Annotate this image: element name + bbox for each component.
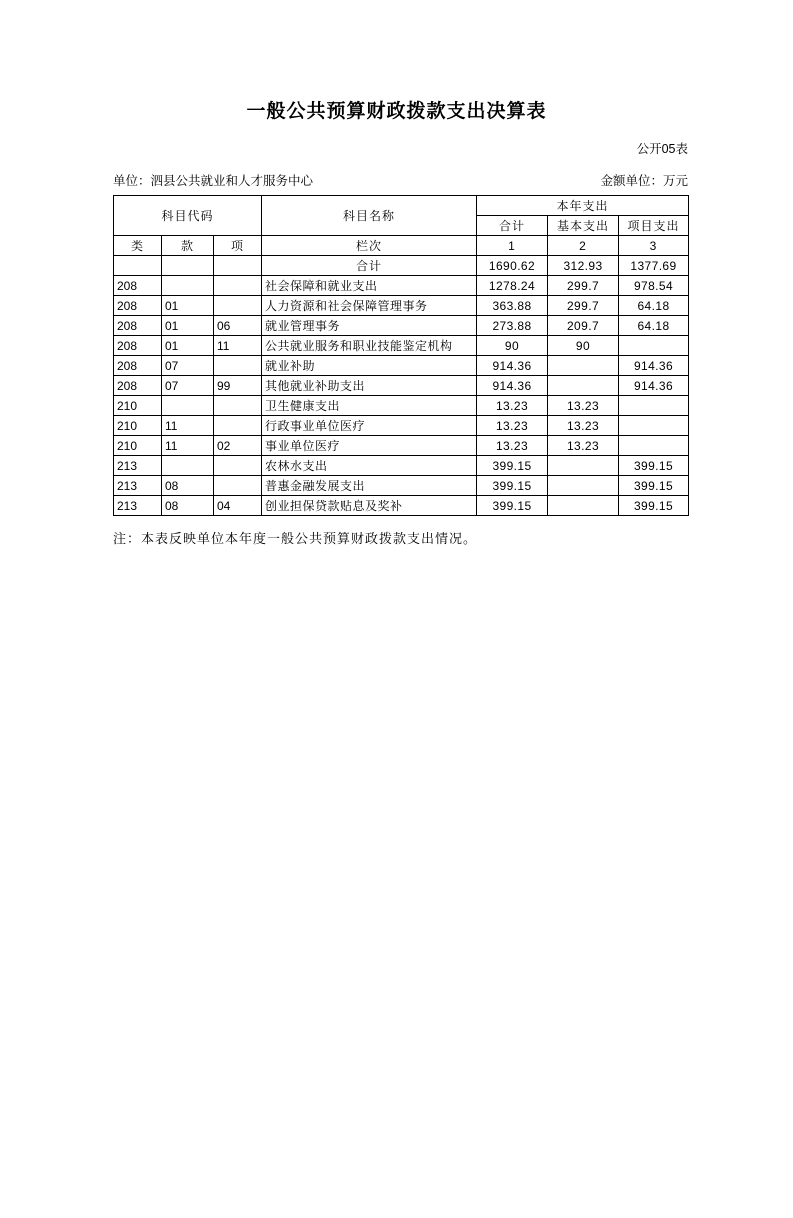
row-kuan: 01 <box>162 296 214 316</box>
row-name: 其他就业补助支出 <box>262 376 477 396</box>
row-name: 人力资源和社会保障管理事务 <box>262 296 477 316</box>
table-row <box>114 356 689 376</box>
header-basic: 基本支出 <box>548 216 619 236</box>
amount-unit-label: 金额单位：万元 <box>600 174 688 188</box>
row-lei: 208 <box>114 296 162 316</box>
page-title: 一般公共预算财政拨款支出决算表 <box>246 101 547 122</box>
document-page <box>0 96 793 1218</box>
total-lei <box>114 256 162 276</box>
row-name: 农林水支出 <box>262 456 477 476</box>
row-total: 90 <box>477 336 548 356</box>
header-total: 合计 <box>477 216 548 236</box>
row-project: 399.15 <box>619 476 689 496</box>
row-basic: 90 <box>548 336 619 356</box>
row-kuan <box>162 396 214 416</box>
total-xiang <box>214 256 262 276</box>
row-xiang <box>214 296 262 316</box>
row-total: 914.36 <box>477 376 548 396</box>
table-header-row-3 <box>114 236 689 256</box>
row-xiang <box>214 476 262 496</box>
row-kuan <box>162 456 214 476</box>
row-name: 就业管理事务 <box>262 316 477 336</box>
table-note: 注：本表反映单位本年度一般公共预算财政拨款支出情况。 <box>113 531 478 546</box>
row-lei: 208 <box>114 336 162 356</box>
row-kuan: 08 <box>162 476 214 496</box>
row-total: 13.23 <box>477 396 548 416</box>
header-project: 项目支出 <box>619 216 689 236</box>
table-row <box>114 296 689 316</box>
row-kuan: 01 <box>162 316 214 336</box>
row-lei: 208 <box>114 316 162 336</box>
form-code: 公开05表 <box>636 142 688 156</box>
row-name: 事业单位医疗 <box>262 436 477 456</box>
header-year-expenditure: 本年支出 <box>477 196 689 216</box>
row-kuan: 07 <box>162 376 214 396</box>
row-project: 914.36 <box>619 376 689 396</box>
row-project: 978.54 <box>619 276 689 296</box>
row-total: 914.36 <box>477 356 548 376</box>
row-basic: 13.23 <box>548 396 619 416</box>
row-name: 公共就业服务和职业技能鉴定机构 <box>262 336 477 356</box>
row-project: 64.18 <box>619 316 689 336</box>
header-lei: 类 <box>114 236 162 256</box>
row-basic: 209.7 <box>548 316 619 336</box>
row-xiang: 06 <box>214 316 262 336</box>
header-col-1: 1 <box>477 236 548 256</box>
table-row <box>114 336 689 356</box>
row-lei: 208 <box>114 276 162 296</box>
row-project <box>619 336 689 356</box>
row-total: 363.88 <box>477 296 548 316</box>
table-row <box>114 316 689 336</box>
table-row <box>114 476 689 496</box>
row-xiang <box>214 356 262 376</box>
row-basic <box>548 496 619 516</box>
table-row <box>114 376 689 396</box>
header-column-label: 栏次 <box>262 236 477 256</box>
row-total: 13.23 <box>477 416 548 436</box>
header-col-2: 2 <box>548 236 619 256</box>
row-lei: 210 <box>114 396 162 416</box>
row-basic: 13.23 <box>548 416 619 436</box>
row-basic: 13.23 <box>548 436 619 456</box>
table-row <box>114 416 689 436</box>
header-subject-name: 科目名称 <box>262 196 477 236</box>
row-xiang: 04 <box>214 496 262 516</box>
row-xiang <box>214 276 262 296</box>
row-project: 64.18 <box>619 296 689 316</box>
row-lei: 213 <box>114 476 162 496</box>
row-name: 社会保障和就业支出 <box>262 276 477 296</box>
row-name: 就业补助 <box>262 356 477 376</box>
table-header-row-1 <box>114 196 689 216</box>
row-total: 399.15 <box>477 496 548 516</box>
row-total: 399.15 <box>477 476 548 496</box>
row-basic <box>548 356 619 376</box>
row-lei: 213 <box>114 496 162 516</box>
row-lei: 213 <box>114 456 162 476</box>
row-total: 399.15 <box>477 456 548 476</box>
total-amount-total: 1690.62 <box>477 256 548 276</box>
row-project <box>619 436 689 456</box>
row-xiang: 11 <box>214 336 262 356</box>
total-amount-project: 1377.69 <box>619 256 689 276</box>
row-kuan: 08 <box>162 496 214 516</box>
row-lei: 208 <box>114 376 162 396</box>
row-basic: 299.7 <box>548 296 619 316</box>
meta-row <box>0 171 793 189</box>
row-kuan: 01 <box>162 336 214 356</box>
table-row <box>114 396 689 416</box>
table-row <box>114 456 689 476</box>
row-project: 914.36 <box>619 356 689 376</box>
row-project: 399.15 <box>619 496 689 516</box>
total-kuan <box>162 256 214 276</box>
header-xiang: 项 <box>214 236 262 256</box>
row-kuan: 11 <box>162 436 214 456</box>
row-project <box>619 416 689 436</box>
row-name: 创业担保贷款贴息及奖补 <box>262 496 477 516</box>
row-xiang <box>214 456 262 476</box>
row-basic <box>548 476 619 496</box>
total-label: 合计 <box>262 256 477 276</box>
row-total: 1278.24 <box>477 276 548 296</box>
row-lei: 210 <box>114 416 162 436</box>
row-kuan <box>162 276 214 296</box>
row-name: 普惠金融发展支出 <box>262 476 477 496</box>
header-code-group: 科目代码 <box>114 196 262 236</box>
table-row <box>114 496 689 516</box>
row-basic: 299.7 <box>548 276 619 296</box>
header-col-3: 3 <box>619 236 689 256</box>
row-basic <box>548 456 619 476</box>
row-xiang: 02 <box>214 436 262 456</box>
row-xiang <box>214 416 262 436</box>
row-total: 13.23 <box>477 436 548 456</box>
table-row <box>114 276 689 296</box>
row-project: 399.15 <box>619 456 689 476</box>
table-row <box>114 436 689 456</box>
row-lei: 208 <box>114 356 162 376</box>
row-total: 273.88 <box>477 316 548 336</box>
row-kuan: 07 <box>162 356 214 376</box>
unit-label: 单位：泗县公共就业和人才服务中心 <box>113 174 314 188</box>
header-kuan: 款 <box>162 236 214 256</box>
row-project <box>619 396 689 416</box>
table-total-row <box>114 256 689 276</box>
row-name: 行政事业单位医疗 <box>262 416 477 436</box>
row-lei: 210 <box>114 436 162 456</box>
row-xiang <box>214 396 262 416</box>
row-kuan: 11 <box>162 416 214 436</box>
total-amount-basic: 312.93 <box>548 256 619 276</box>
budget-expenditure-table <box>113 195 689 516</box>
row-basic <box>548 376 619 396</box>
row-xiang: 99 <box>214 376 262 396</box>
row-name: 卫生健康支出 <box>262 396 477 416</box>
